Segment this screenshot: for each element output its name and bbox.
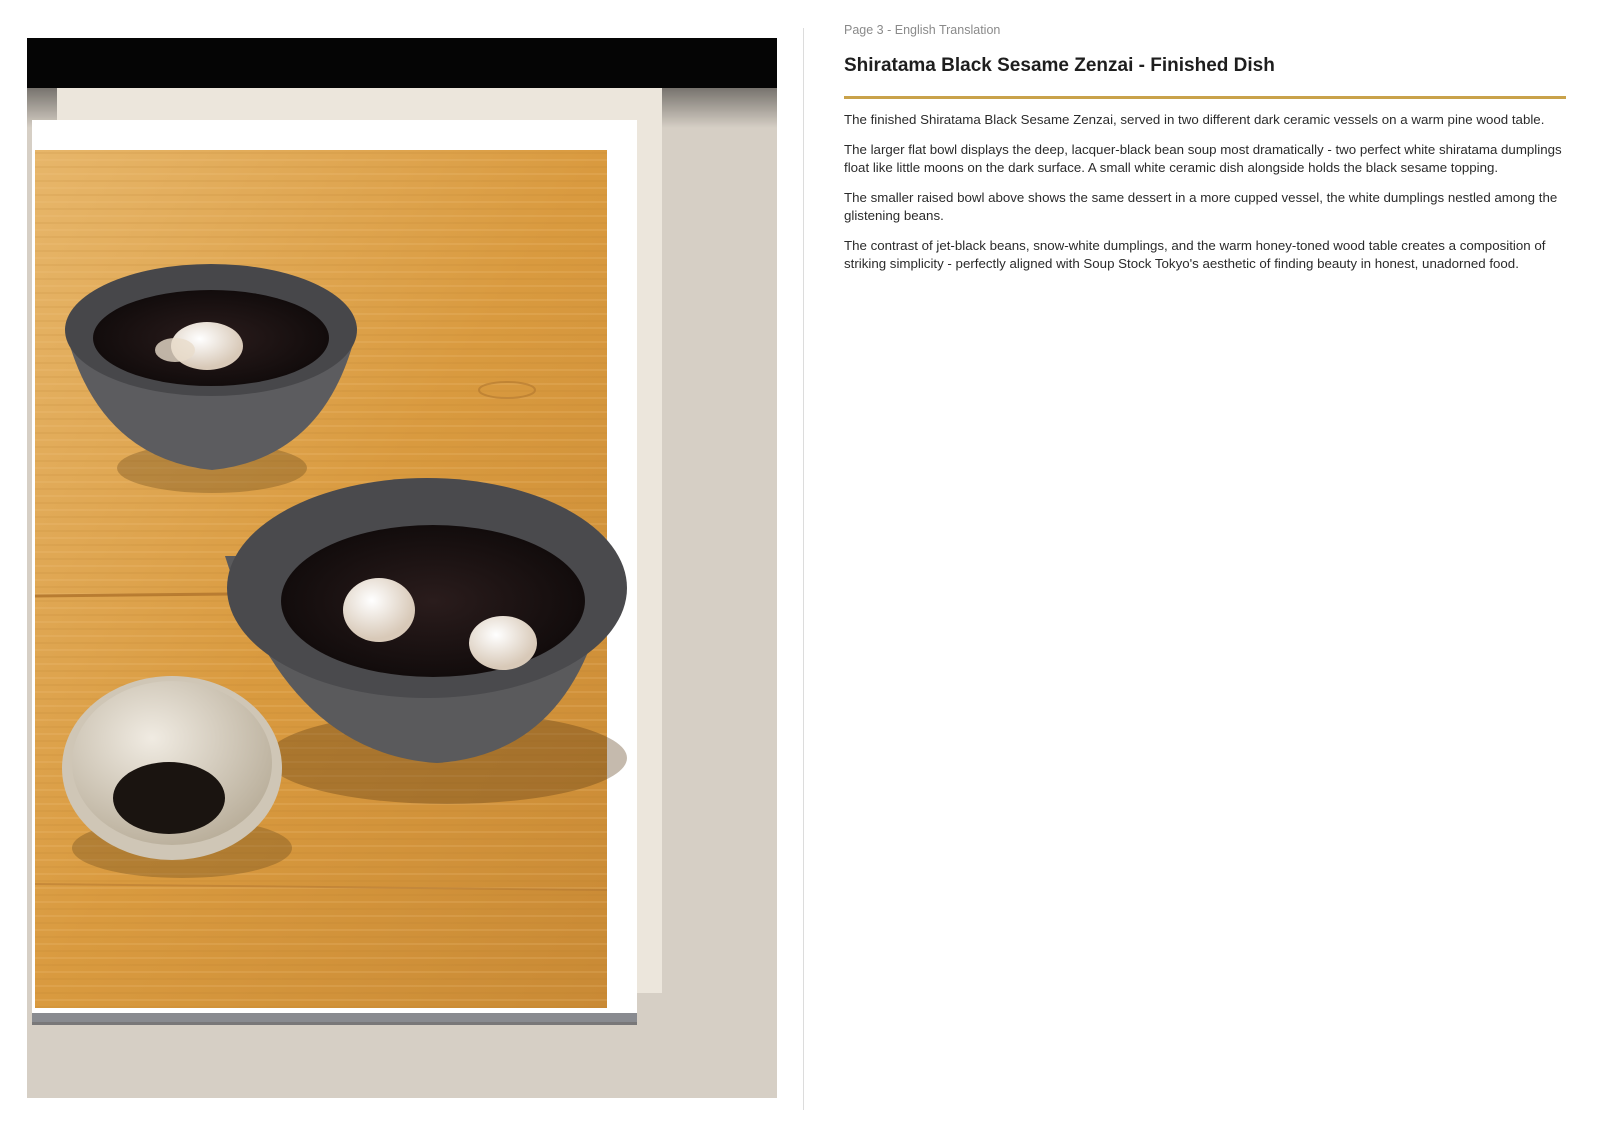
paragraph-4: The contrast of jet-black beans, snow-white dumplings, and the warm honey-toned wood table creates a composition of striking simplicity - perfectly aligned with Soup Stock Tokyo's aesthetic of finding beauty in honest, unadorned food. <box>844 237 1546 271</box>
translation-panel <box>844 22 1566 274</box>
book-scan-photo <box>27 38 777 1098</box>
page-title: Shiratama Black Sesame Zenzai - Finished Dish <box>844 54 1566 99</box>
column-divider <box>803 28 804 1110</box>
paragraph-3: The smaller raised bowl above shows the same dessert in a more cupped vessel, the white dumplings nestled among the glistening beans. <box>844 189 1558 223</box>
paragraph-2: The larger flat bowl displays the deep, lacquer-black bean soup most dramatically - two perfect white shiratama dumplings float like little moons on the dark surface. A small white ceramic dish alongside holds the black sesame topping. <box>844 141 1562 175</box>
paragraph-1: The finished Shiratama Black Sesame Zenzai, served in two different dark ceramic vessels on a warm pine wood table. <box>844 112 1545 127</box>
page-label: Page 3 - English Translation <box>844 23 1001 37</box>
zenzai-photo-illustration <box>27 38 777 1098</box>
